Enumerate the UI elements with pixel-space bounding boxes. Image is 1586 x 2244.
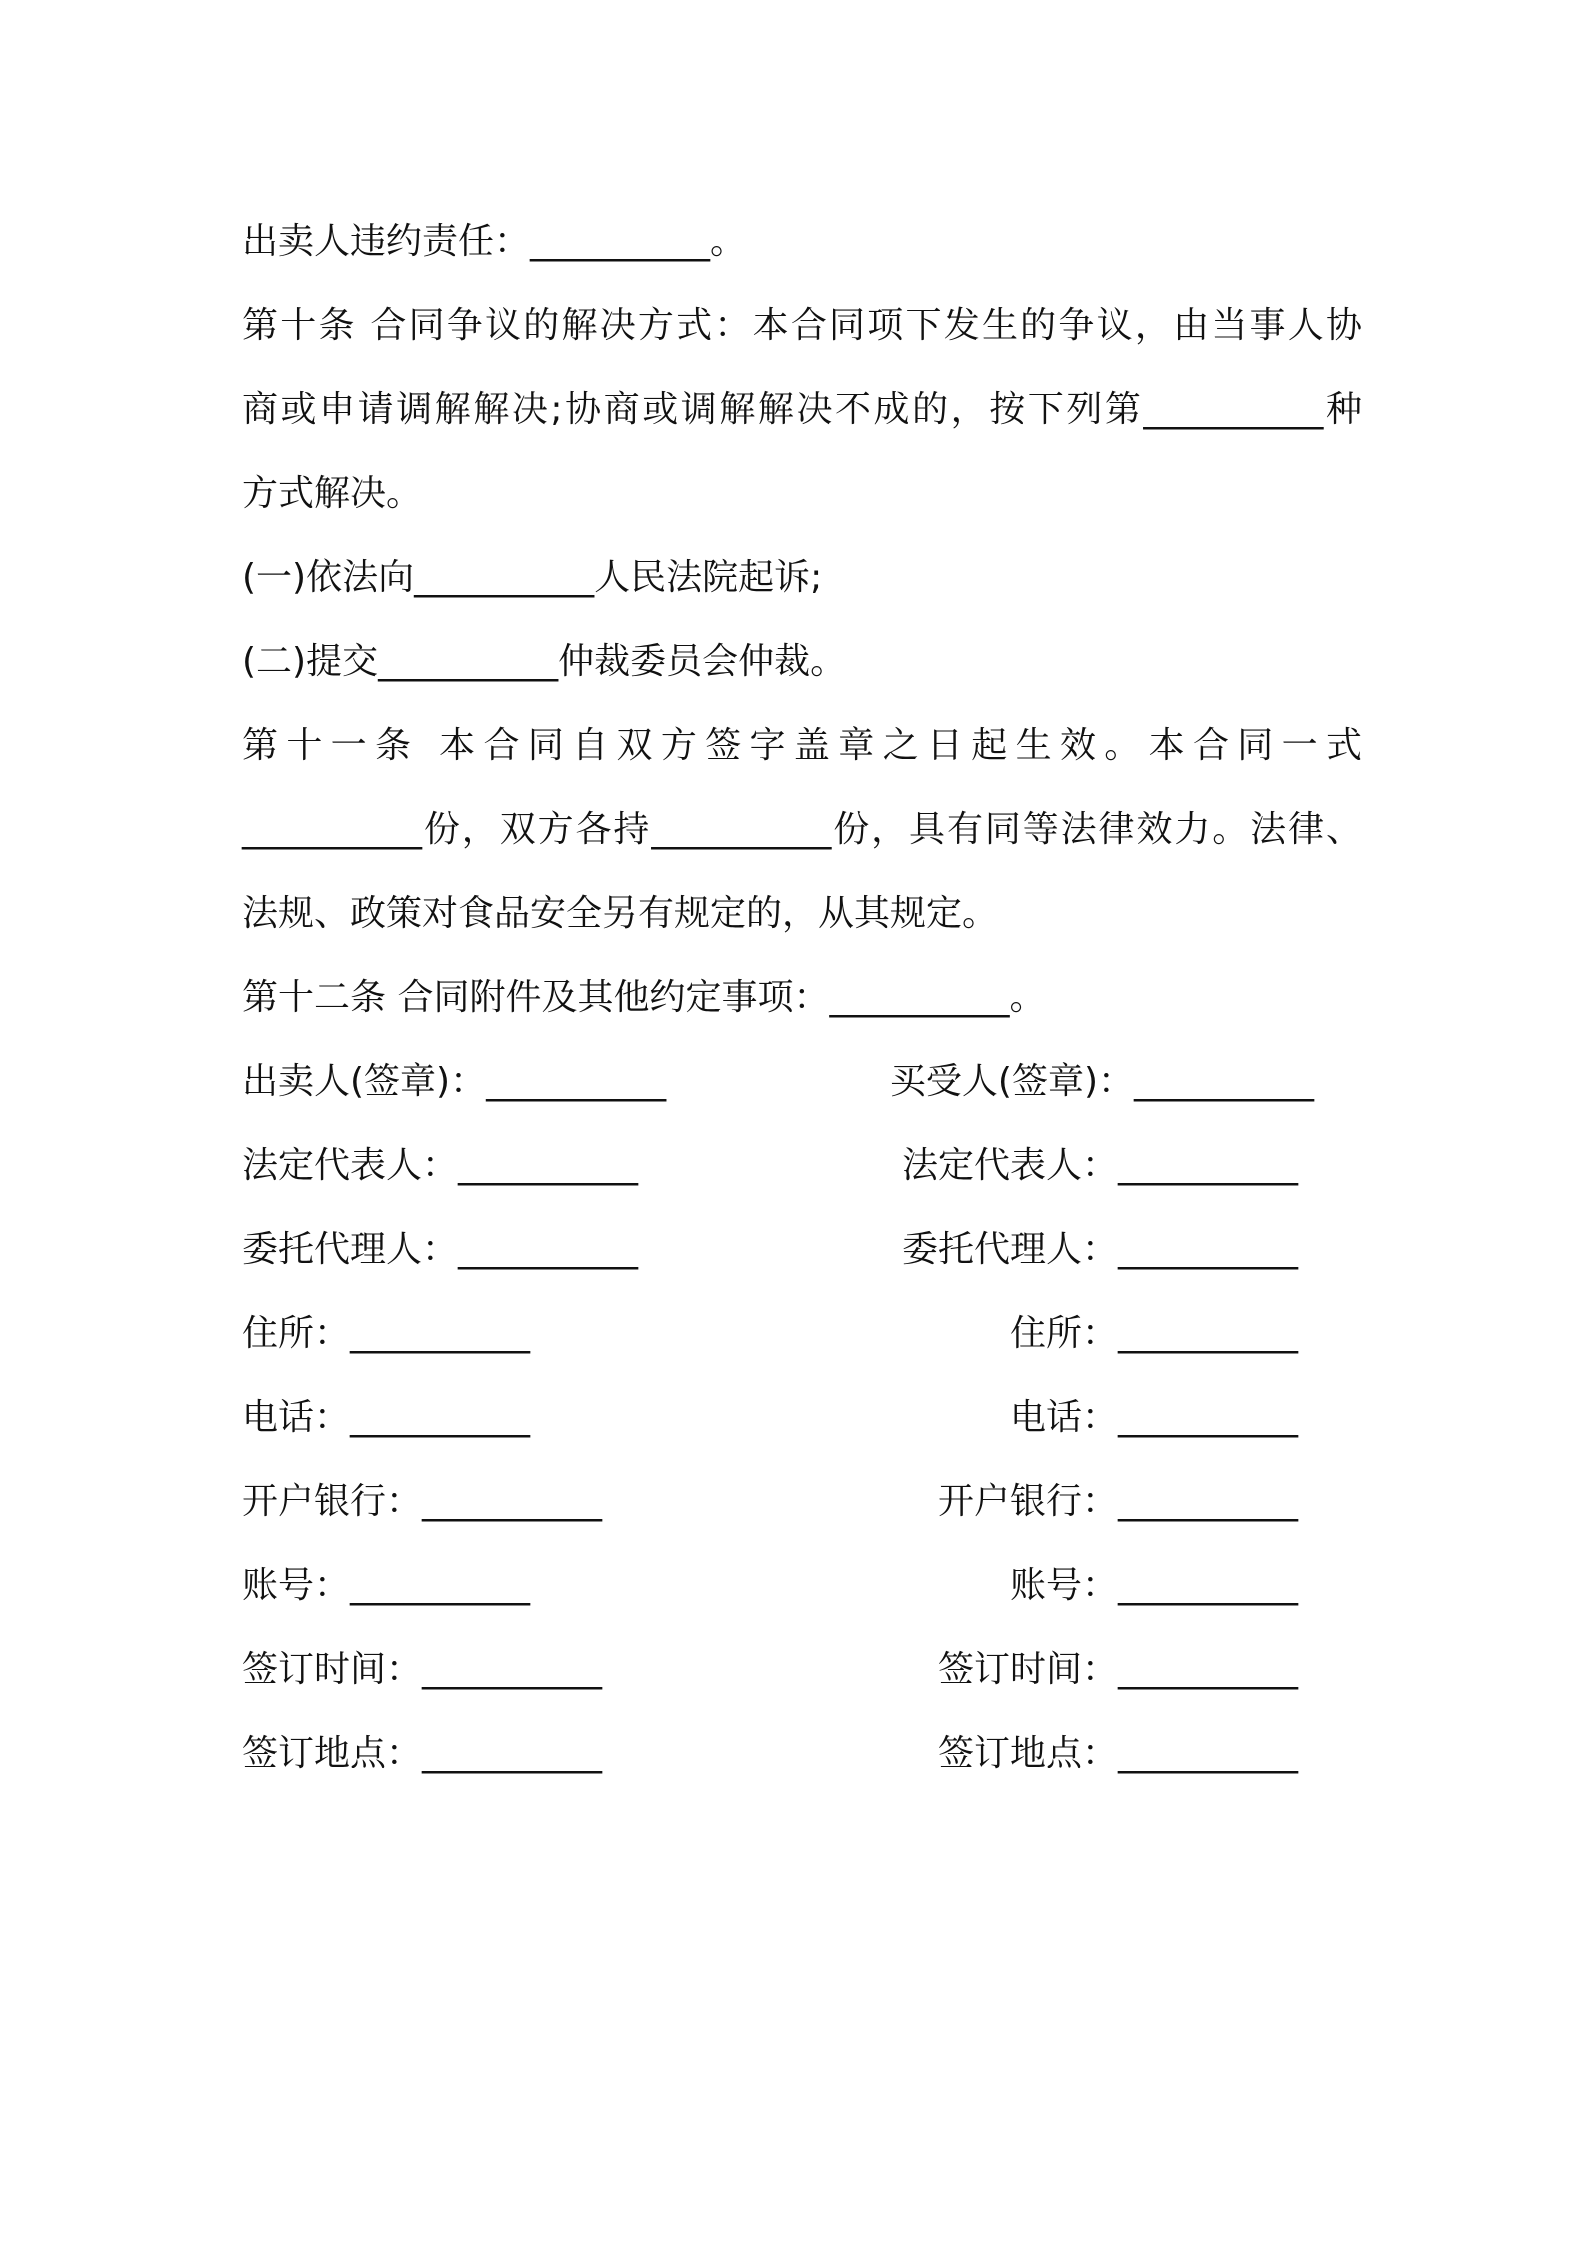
document-body bbox=[242, 200, 1362, 1796]
article-10-line-2: 商或申请调解解决;协商或调解解决不成的，按下列第__________种 bbox=[242, 389, 1362, 430]
article-11-line-3: 法规、政策对食品安全另有规定的，从其规定。 bbox=[242, 893, 999, 934]
dispute-option-1: (一)依法向__________人民法院起诉; bbox=[242, 557, 823, 598]
seller-signing-place-field: 签订地点：__________ bbox=[242, 1733, 603, 1774]
article-10-line-1: 第十条 合同争议的解决方式：本合同项下发生的争议，由当事人协 bbox=[242, 305, 1362, 346]
seller-agent-field: 委托代理人：__________ bbox=[242, 1229, 639, 1270]
article-11-line-1: 第十一条 本合同自双方签字盖章之日起生效。本合同一式 bbox=[242, 725, 1362, 766]
signature-row-seal bbox=[242, 1040, 1362, 1124]
buyer-bank-field: 开户银行：__________ bbox=[937, 1481, 1298, 1522]
buyer-signing-time-field: 签订时间：__________ bbox=[937, 1649, 1298, 1690]
buyer-agent-field: 委托代理人：__________ bbox=[901, 1229, 1298, 1270]
signature-row-address bbox=[242, 1292, 1362, 1376]
seller-bank-field: 开户银行：__________ bbox=[242, 1481, 603, 1522]
buyer-seal-field: 买受人(签章)：__________ bbox=[889, 1061, 1314, 1102]
buyer-signing-place-field: 签订地点：__________ bbox=[937, 1733, 1298, 1774]
article-11-line-2: __________份，双方各持__________份，具有同等法律效力。法律、 bbox=[242, 809, 1362, 850]
buyer-phone-field: 电话：__________ bbox=[1009, 1397, 1298, 1438]
seller-signing-time-field: 签订时间：__________ bbox=[242, 1649, 603, 1690]
seller-address-field: 住所：__________ bbox=[242, 1313, 531, 1354]
signature-row-agent bbox=[242, 1208, 1362, 1292]
seller-phone-field: 电话：__________ bbox=[242, 1397, 531, 1438]
signature-row-signing-place bbox=[242, 1712, 1362, 1796]
buyer-address-field: 住所：__________ bbox=[1009, 1313, 1298, 1354]
buyer-legal-rep-field: 法定代表人：__________ bbox=[901, 1145, 1298, 1186]
seller-legal-rep-field: 法定代表人：__________ bbox=[242, 1145, 639, 1186]
signature-row-account bbox=[242, 1544, 1362, 1628]
seller-account-field: 账号：__________ bbox=[242, 1565, 531, 1606]
article-10-line-3: 方式解决。 bbox=[242, 473, 423, 514]
signature-row-legal-rep bbox=[242, 1124, 1362, 1208]
buyer-account-field: 账号：__________ bbox=[1009, 1565, 1298, 1606]
dispute-option-2: (二)提交__________仲裁委员会仲裁。 bbox=[242, 641, 847, 682]
seller-seal-field: 出卖人(签章)：__________ bbox=[242, 1061, 667, 1102]
article-12-line: 第十二条 合同附件及其他约定事项：__________。 bbox=[242, 977, 1046, 1018]
seller-liability-line: 出卖人违约责任：__________。 bbox=[242, 221, 747, 262]
signature-row-signing-time bbox=[242, 1628, 1362, 1712]
signature-row-phone bbox=[242, 1376, 1362, 1460]
signature-row-bank bbox=[242, 1460, 1362, 1544]
